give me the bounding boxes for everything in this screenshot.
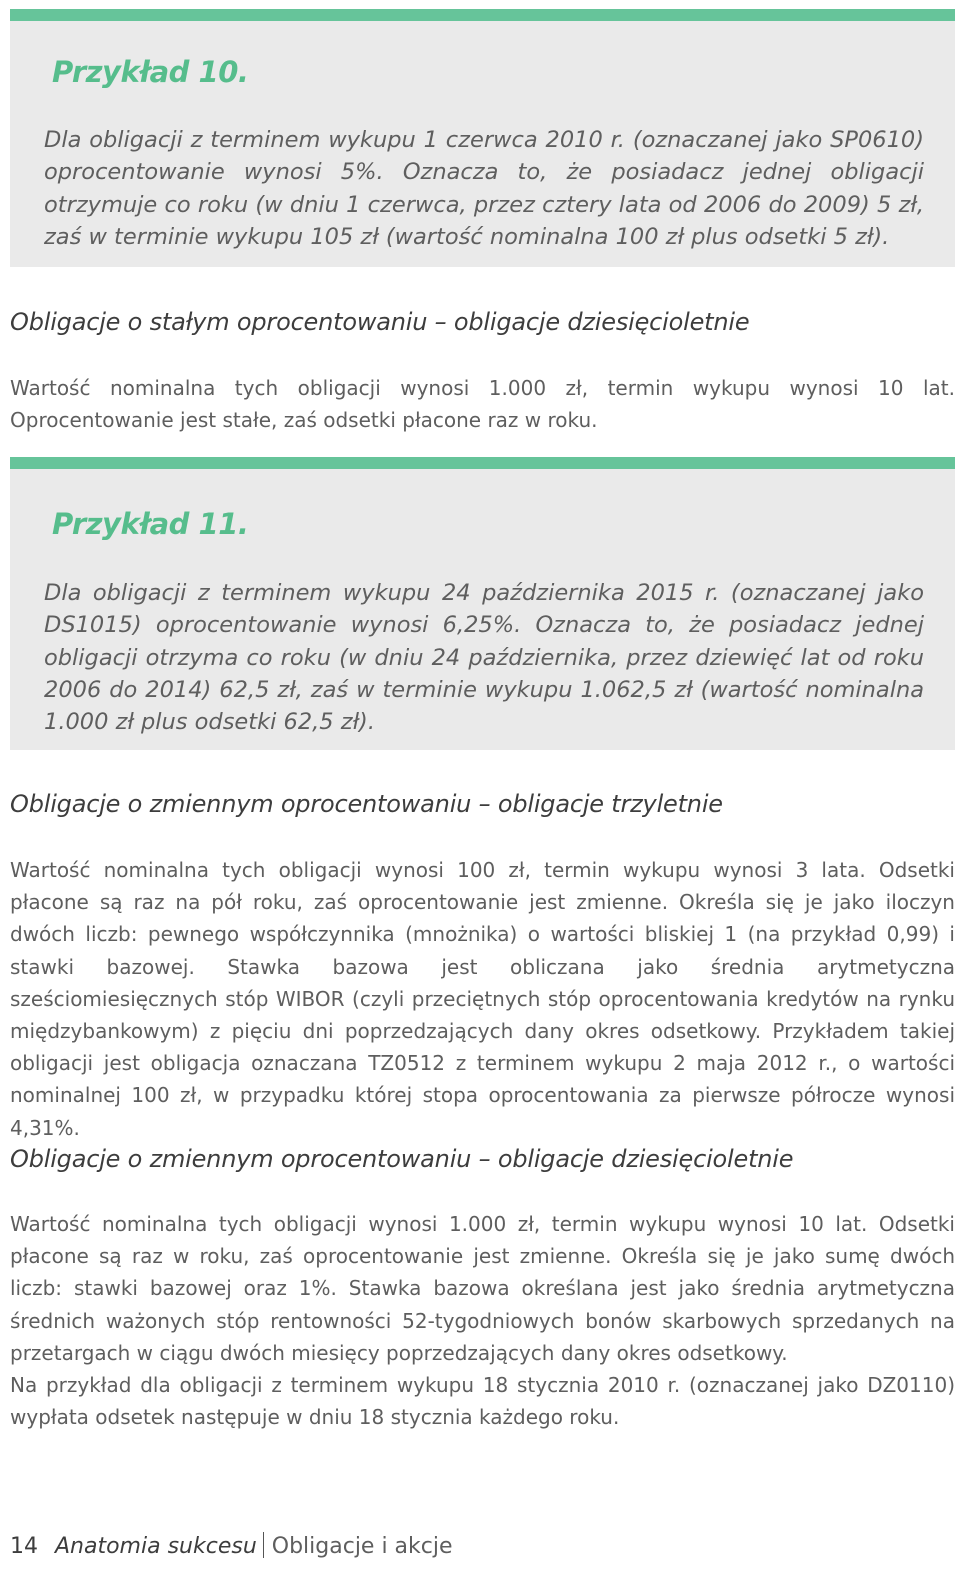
example-10-text: Dla obligacji z terminem wykupu 1 czerwca 2010 r. (oznaczanej jako SP0610) oprocentowanie wynosi 5%. Oznacza to, że posiadacz jednej obligacji otrzymuje co roku (w dniu 1 czerwca, przez cztery lata od 2006 do 2009) 5 zł, zaś w terminie wykupu 105 zł (wartość nominalna 100 zł plus odsetki 5 zł).: [44, 127, 924, 250]
footer-divider: [263, 1532, 264, 1558]
section-fixed-10y-heading: Obligacje o stałym oprocentowaniu – obligacje dziesięcioletnie: [10, 308, 750, 336]
page-footer: [10, 1532, 453, 1559]
example-10-box: [10, 9, 955, 267]
example-11-text: Dla obligacji z terminem wykupu 24 października 2015 r. (oznaczanej jako DS1015) oprocentowanie wynosi 6,25%. Oznacza to, że posiadacz jednej obligacji otrzyma co roku (w dniu 24 października, przez dziewięć lat od roku 2006 do 2014) 62,5 zł, zaś w terminie wykupu 1.062,5 zł (wartość nominalna 1.000 zł plus odsetki 62,5 zł).: [44, 580, 924, 736]
section-variable-10y-example-text: Na przykład dla obligacji z terminem wykupu 18 stycznia 2010 r. (oznaczanej jako DZ0110) wypłata odsetek następuje w dniu 18 stycznia każdego roku.: [10, 1373, 955, 1430]
example-11-title: Przykład 11.: [52, 507, 249, 541]
example-10-title: Przykład 10.: [52, 55, 249, 89]
publication-title: Anatomia sukcesu: [55, 1534, 257, 1559]
example-11-box: [10, 457, 955, 750]
section-variable-10y-text: Wartość nominalna tych obligacji wynosi 1.000 zł, termin wykupu wynosi 10 lat. Odsetki płacone są raz w roku, zaś oprocentowanie jest zmienne. Określa się je jako sumę dwóch liczb: stawki bazowej oraz 1%. Stawka bazowa określana jest jako średnia arytmetyczna średnich ważonych stóp rentowności 52-tygodniowych bonów skarbowych sprzedanych na przetargach w ciągu dwóch miesięcy poprzedzających dany okres odsetkowy.: [10, 1212, 955, 1365]
section-fixed-10y-text: Wartość nominalna tych obligacji wynosi 1.000 zł, termin wykupu wynosi 10 lat. Oprocentowanie jest stałe, zaś odsetki płacone raz w roku.: [10, 376, 955, 433]
chapter-title: Obligacje i akcje: [271, 1534, 453, 1559]
section-variable-3y-text: Wartość nominalna tych obligacji wynosi 100 zł, termin wykupu wynosi 3 lata. Odsetki płacone są raz na pół roku, zaś oprocentowanie jest zmienne. Określa się je jako iloczyn dwóch liczb: pewnego współczynnika (mnożnika) o wartości bliskiej 1 (na przykład 0,99) i stawki bazowej. Stawka bazowa jest obliczana jako średnia arytmetyczna sześciomiesięcznych stóp WIBOR (czyli przeciętnych stóp oprocentowania kredytów na rynku międzybankowym) z pięciu dni poprzedzających dany okres odsetkowy. Przykładem takiej obligacji jest obligacja oznaczana TZ0512 z terminem wykupu 2 maja 2012 r., o wartości nominalnej 100 zł, w przypadku której stopa oprocentowania za pierwsze półrocze wynosi 4,31%.: [10, 858, 955, 1140]
section-variable-10y-heading: Obligacje o zmiennym oprocentowaniu – obligacje dziesięcioletnie: [10, 1145, 794, 1173]
section-variable-3y-heading: Obligacje o zmiennym oprocentowaniu – obligacje trzyletnie: [10, 790, 723, 818]
page-number: 14: [10, 1534, 38, 1559]
